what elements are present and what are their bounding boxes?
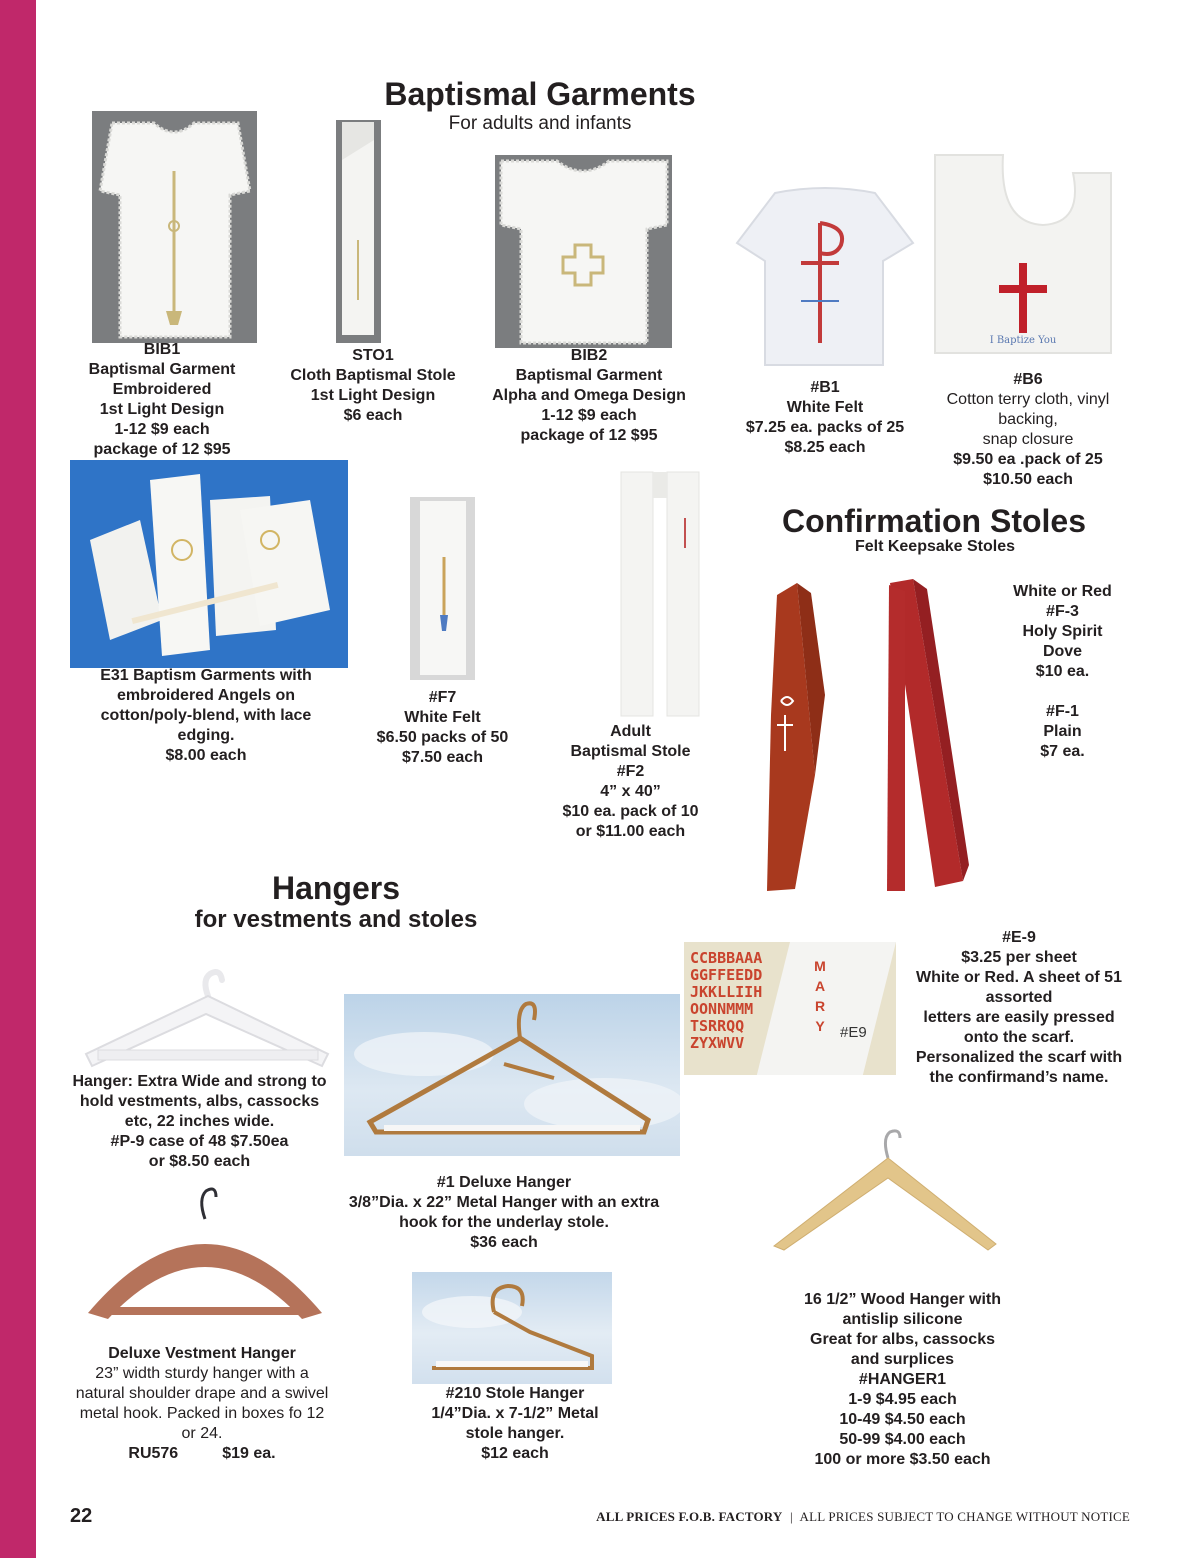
deluxe-hanger-image (344, 994, 680, 1156)
baptismal-title: Baptismal Garments (384, 76, 696, 112)
hangers-subtitle: for vestments and stoles (194, 906, 478, 933)
stole-hanger-image (412, 1272, 612, 1384)
sto1-stole-image (336, 120, 381, 343)
b6-caption: #B6 Cotton terry cloth, vinyl backing, snap closure $9.50 ea .pack of 25 $10.50 each (946, 371, 1110, 488)
e9-letter-sheet-image: CCBBBAAA GGFFEEDD JKKLLIIH OONNMMM TSRRQQ ZYXWVV M A R Y #E9 (684, 942, 896, 1075)
b6-bib-image (933, 153, 1113, 363)
p9-caption: Hanger: Extra Wide and strong to hold vestments, albs, cassocks etc, 22 inches wide. #P-9 case of 48 $7.50ea or $8.50 each (72, 1073, 327, 1170)
ru576-caption: Deluxe Vestment Hanger 23” width sturdy hanger with a natural shoulder drape and a swivel metal hook. Packed in boxes fo 12 or 24. RU576 $19 ea. (75, 1345, 329, 1462)
b1-felt-garment-image (735, 183, 915, 373)
e31-caption: E31 Baptism Garments with embroidered Angels on cotton/poly-blend, with lace edging. $8.00 each (100, 667, 312, 764)
stole-hanger-caption: #210 Stole Hanger 1/4”Dia. x 7-1/2” Metal stole hanger. $12 each (431, 1385, 599, 1462)
hangers-title: Hangers (271, 870, 401, 906)
f2-caption: Adult Baptismal Stole #F2 4” x 40” $10 ea. pack of 10 or $11.00 each (562, 723, 699, 840)
f3-caption: White or Red #F-3 Holy Spirit Dove $10 ea. (1013, 583, 1112, 680)
f1-caption: #F-1 Plain $7 ea. (1040, 703, 1085, 760)
f7-caption: #F7 White Felt $6.50 packs of 50 $7.50 each (376, 689, 509, 766)
page-number: 22 (70, 1505, 93, 1527)
footer-disclaimer: ALL PRICES F.O.B. FACTORY | ALL PRICES SUBJECT TO CHANGE WITHOUT NOTICE (596, 1509, 1130, 1524)
e31-garments-image (70, 460, 348, 668)
f2-adult-stole-image (615, 468, 705, 720)
e9-caption: #E-9 $3.25 per sheet White or Red. A sheet of 51 assorted letters are easily pressed onto the scarf. Personalized the scarf with the confirmand’s name. (915, 929, 1123, 1086)
confirmation-title: Confirmation Stoles (781, 503, 1086, 539)
wood-hanger-image (770, 1128, 1000, 1254)
page-edge-band (0, 0, 36, 1558)
bib1-garment-image (92, 111, 257, 343)
baptismal-subtitle: For adults and infants (448, 113, 632, 134)
bib2-garment-image (495, 155, 672, 348)
deluxe-hanger-caption: #1 Deluxe Hanger 3/8”Dia. x 22” Metal Hanger with an extra hook for the underlay stole. $36 each (348, 1174, 660, 1251)
confirmation-stoles-image (755, 575, 995, 895)
f7-stole-image (410, 497, 475, 680)
b6-bib-text: I Baptize You (989, 335, 1057, 346)
ru576-hanger-image (80, 1185, 330, 1325)
p9-hanger-image (78, 966, 333, 1076)
confirmation-subtitle: Felt Keepsake Stoles (854, 538, 1016, 555)
wood-hanger-caption: 16 1/2” Wood Hanger with antislip silicone Great for albs, cassocks and surplices #HANGER1 1-9 $4.95 each 10-49 $4.50 each 50-99 $4.00 each 100 or more $3.50 each (803, 1291, 1002, 1468)
b1-caption: #B1 White Felt $7.25 ea. packs of 25 $8.25 each (745, 379, 905, 456)
bib1-caption: BIB1 Baptismal Garment Embroidered 1st Light Design 1-12 $9 each package of 12 $95 (88, 341, 236, 458)
e9-image-label: #E9 (840, 1024, 867, 1041)
sto1-caption: STO1 Cloth Baptismal Stole 1st Light Design $6 each (290, 347, 456, 424)
bib2-caption: BIB2 Baptismal Garment Alpha and Omega Design 1-12 $9 each package of 12 $95 (492, 347, 686, 444)
